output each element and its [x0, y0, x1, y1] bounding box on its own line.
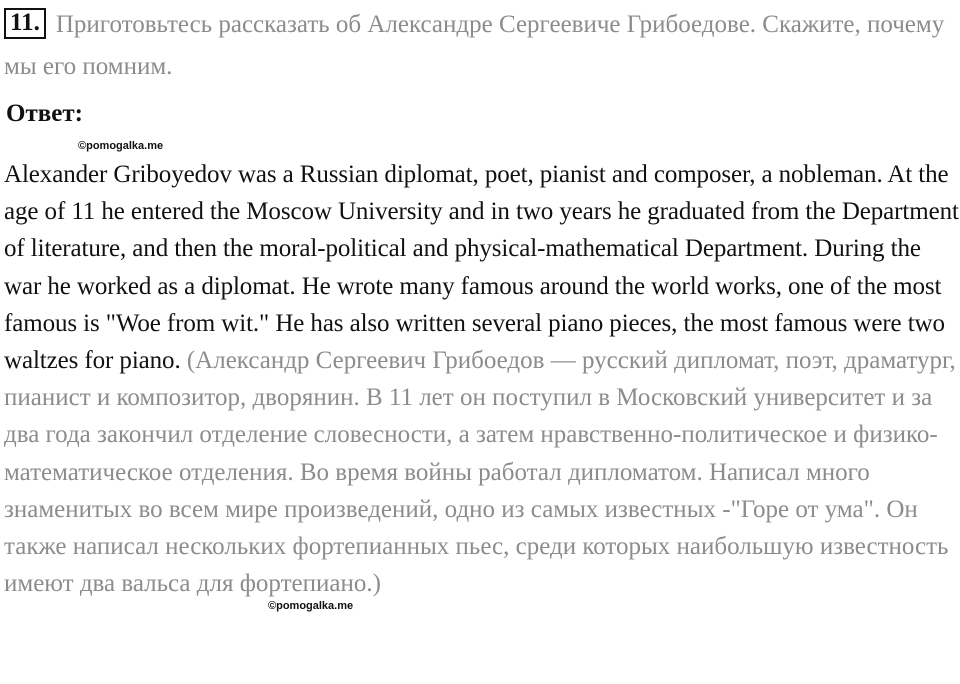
watermark-bottom: ©pomogalka.me: [268, 600, 354, 612]
task-text: Приготовьтесь рассказать об Александре Сергеевиче Грибоедове. Скажите, почему мы его помним.: [4, 11, 945, 80]
answer-english: Alexander Griboyedov was a Russian diplomat, poet, pianist and composer, a nobleman. At the age of 11 he entered the Moscow University and in two years he graduated from the Department of literature, and then the moral-political and physical-mathematical Department. During the war he worked as a diplomat. He wrote many famous around the world works, one of the most famous is "Woe from wit." He has also written several piano pieces, the most famous were two waltzes for piano.: [4, 161, 959, 375]
task-number: 11.: [4, 8, 46, 39]
task-prompt: [4, 4, 954, 88]
answer-label: Ответ:: [6, 100, 83, 127]
answer-body: [4, 156, 960, 602]
watermark-top: ©pomogalka.me: [78, 140, 164, 152]
answer-russian-translation: (Александр Сергеевич Грибоедов — русский дипломат, поэт, драматург, пианист и композитор, дворянин. В 11 лет он поступил в Московский университет и за два года закончил отделение словесности, а затем нравственно-политическое и физико-математическое отделения. Во время войны работал дипломатом. Написал много знаменитых во всем мире произведений, одно из самых известных -"Горе от ума". Он также написал нескольких фортепианных пьес, среди которых наибольшую известность имеют два вальса для фортепиано.): [4, 347, 956, 598]
